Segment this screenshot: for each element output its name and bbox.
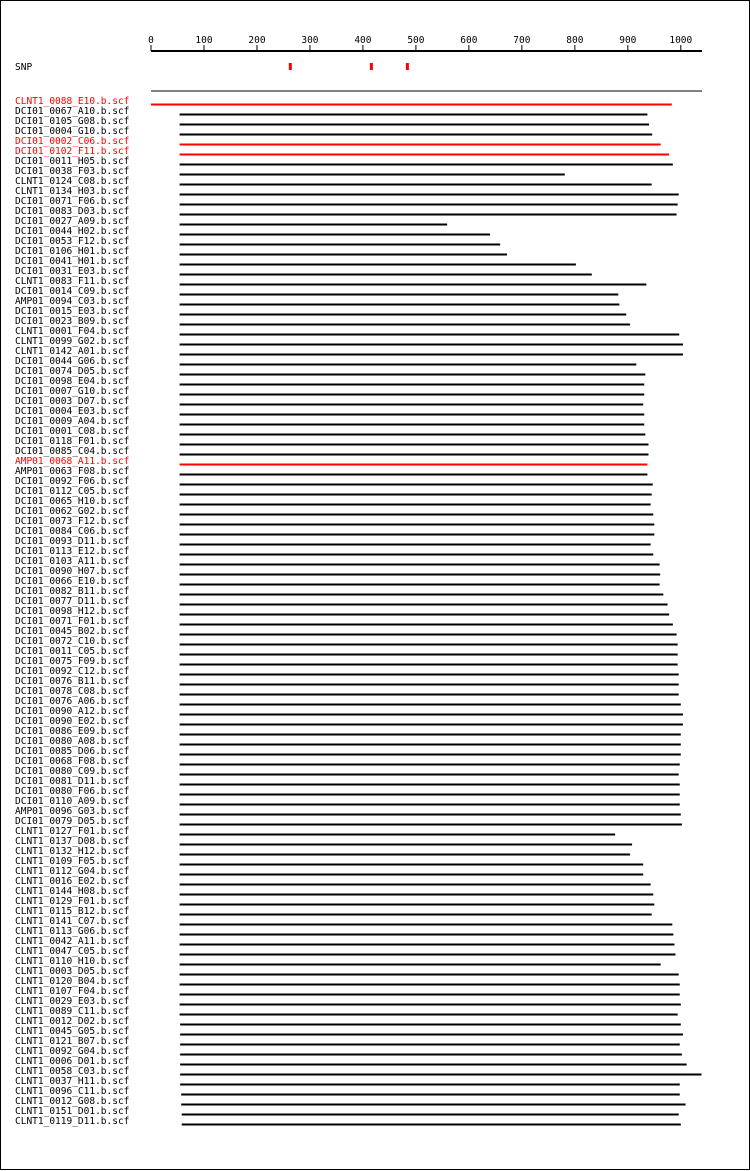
read-name: CLNT1_0099_G02.b.scf: [15, 336, 130, 347]
read-name: CLNT1_0124_C08.b.scf: [15, 176, 130, 187]
read-name: CLNT1_0037_H11.b.scf: [15, 1076, 130, 1087]
read-name: CLNT1_0142_A01.b.scf: [15, 346, 130, 357]
read-name: DCI01_0083_D03.b.scf: [15, 206, 130, 217]
read-name: DCI01_0065_H10.b.scf: [15, 496, 130, 507]
read-name: DCI01_0098_E04.b.scf: [15, 376, 130, 387]
snp-track-label: SNP: [15, 62, 33, 73]
read-name: CLNT1_0115_B12.b.scf: [15, 906, 130, 917]
read-name: DCI01_0113_E12.b.scf: [15, 546, 130, 557]
read-name: DCI01_0093_D11.b.scf: [15, 536, 130, 547]
read-name: CLNT1_0058_C03.b.scf: [15, 1066, 130, 1077]
read-name: CLNT1_0096_C11.b.scf: [15, 1086, 130, 1097]
read-name: CLNT1_0113_G06.b.scf: [15, 926, 130, 937]
read-name: CLNT1_0107_F04.b.scf: [15, 986, 130, 997]
read-name: DCI01_0077_D11.b.scf: [15, 596, 130, 607]
read-name: CLNT1_0012_G08.b.scf: [15, 1096, 130, 1107]
snp-marker: [370, 63, 373, 70]
read-name: DCI01_0076_B11.b.scf: [15, 676, 130, 687]
read-name: DCI01_0067_A10.b.scf: [15, 106, 130, 117]
axis-tick-label: 800: [566, 35, 584, 46]
read-name: DCI01_0085_C04.b.scf: [15, 446, 130, 457]
read-name: CLNT1_0141_C07.b.scf: [15, 916, 130, 927]
read-name: DCI01_0072_C10.b.scf: [15, 636, 130, 647]
read-name: DCI01_0098_H12.b.scf: [15, 606, 130, 617]
read-name: CLNT1_0003_D05.b.scf: [15, 966, 130, 977]
read-name: DCI01_0015_E03.b.scf: [15, 306, 130, 317]
read-name: DCI01_0092_C12.b.scf: [15, 666, 130, 677]
axis-tick-label: 600: [460, 35, 478, 46]
read-name: AMP01_0063_F08.b.scf: [15, 466, 130, 477]
read-name: DCI01_0112_C05.b.scf: [15, 486, 130, 497]
read-name: DCI01_0023_B09.b.scf: [15, 316, 130, 327]
read-name: DCI01_0080_C09.b.scf: [15, 766, 130, 777]
snp-marker: [406, 63, 409, 70]
read-name: CLNT1_0001_F04.b.scf: [15, 326, 130, 337]
read-name: CLNT1_0132_H12.b.scf: [15, 846, 130, 857]
read-name: AMP01_0096_G03.b.scf: [15, 806, 130, 817]
read-name: CLNT1_0042_A11.b.scf: [15, 936, 130, 947]
read-name: DCI01_0090_H07.b.scf: [15, 566, 130, 577]
read-name: DCI01_0014_C09.b.scf: [15, 286, 130, 297]
read-name: DCI01_0044_H02.b.scf: [15, 226, 130, 237]
read-name: DCI01_0011_C05.b.scf: [15, 646, 130, 657]
read-name: DCI01_0102_F11.b.scf: [15, 146, 130, 157]
read-row: [15, 1116, 681, 1127]
read-name: DCI01_0001_C08.b.scf: [15, 426, 130, 437]
read-name: DCI01_0081_D11.b.scf: [15, 776, 130, 787]
read-name: CLNT1_0144_H08.b.scf: [15, 886, 130, 897]
read-name: DCI01_0031_E03.b.scf: [15, 266, 130, 277]
read-name: DCI01_0009_A04.b.scf: [15, 416, 130, 427]
read-name: CLNT1_0092_G04.b.scf: [15, 1046, 130, 1057]
read-name: CLNT1_0137_D08.b.scf: [15, 836, 130, 847]
read-name: CLNT1_0129_F01.b.scf: [15, 896, 130, 907]
read-name: DCI01_0038_F03.b.scf: [15, 166, 130, 177]
read-name: CLNT1_0109_F05.b.scf: [15, 856, 130, 867]
read-name: DCI01_0068_F08.b.scf: [15, 756, 130, 767]
read-name: DCI01_0082_B11.b.scf: [15, 586, 130, 597]
read-name: CLNT1_0029_E03.b.scf: [15, 996, 130, 1007]
read-name: DCI01_0002_C06.b.scf: [15, 136, 130, 147]
read-name: DCI01_0073_F12.b.scf: [15, 516, 130, 527]
read-name: DCI01_0092_F06.b.scf: [15, 476, 130, 487]
axis-tick-label: 200: [248, 35, 266, 46]
read-name: CLNT1_0134_H03.b.scf: [15, 186, 130, 197]
read-name: DCI01_0075_F09.b.scf: [15, 656, 130, 667]
read-name: DCI01_0090_E02.b.scf: [15, 716, 130, 727]
read-name: DCI01_0004_E03.b.scf: [15, 406, 130, 417]
axis-tick-label: 500: [407, 35, 425, 46]
read-name: DCI01_0071_F01.b.scf: [15, 616, 130, 627]
read-name: DCI01_0066_E10.b.scf: [15, 576, 130, 587]
position-axis: [148, 35, 702, 51]
read-name: DCI01_0086_E09.b.scf: [15, 726, 130, 737]
read-name: DCI01_0074_D05.b.scf: [15, 366, 130, 377]
read-name: CLNT1_0089_C11.b.scf: [15, 1006, 130, 1017]
axis-tick-label: 300: [301, 35, 319, 46]
read-name: CLNT1_0120_B04.b.scf: [15, 976, 130, 987]
axis-tick-label: 1000: [669, 35, 693, 46]
read-name: AMP01_0094_C03.b.scf: [15, 296, 130, 307]
read-name: DCI01_0045_B02.b.scf: [15, 626, 130, 637]
read-name: DCI01_0106_H01.b.scf: [15, 246, 130, 257]
read-name: CLNT1_0119_D11.b.scf: [15, 1116, 130, 1127]
read-name: DCI01_0076_A06.b.scf: [15, 696, 130, 707]
read-name: CLNT1_0151_D01.b.scf: [15, 1106, 130, 1117]
axis-tick-label: 400: [354, 35, 372, 46]
read-name: DCI01_0079_D05.b.scf: [15, 816, 130, 827]
read-name: CLNT1_0112_G04.b.scf: [15, 866, 130, 877]
read-name: CLNT1_0121_B07.b.scf: [15, 1036, 130, 1047]
read-name: DCI01_0004_G10.b.scf: [15, 126, 130, 137]
read-name: DCI01_0118_F01.b.scf: [15, 436, 130, 447]
read-name: DCI01_0080_F06.b.scf: [15, 786, 130, 797]
read-name: CLNT1_0047_C05.b.scf: [15, 946, 130, 957]
read-name: DCI01_0041_H01.b.scf: [15, 256, 130, 267]
read-name: CLNT1_0016_E02.b.scf: [15, 876, 130, 887]
axis-tick-label: 100: [195, 35, 213, 46]
read-name: DCI01_0053_F12.b.scf: [15, 236, 130, 247]
read-name: CLNT1_0045_G05.b.scf: [15, 1026, 130, 1037]
read-name: DCI01_0011_H05.b.scf: [15, 156, 130, 167]
read-name: DCI01_0071_F06.b.scf: [15, 196, 130, 207]
read-name: DCI01_0084_C06.b.scf: [15, 526, 130, 537]
read-alignment-diagram: [1, 1, 750, 1171]
read-name: AMP01_0068_A11.b.scf: [15, 456, 130, 467]
read-name: DCI01_0090_A12.b.scf: [15, 706, 130, 717]
snp-track: [15, 62, 409, 73]
read-name: DCI01_0078_C08.b.scf: [15, 686, 130, 697]
read-name: DCI01_0044_G06.b.scf: [15, 356, 130, 367]
read-name: DCI01_0085_D06.b.scf: [15, 746, 130, 757]
read-name: DCI01_0003_D07.b.scf: [15, 396, 130, 407]
read-name: CLNT1_0006_D01.b.scf: [15, 1056, 130, 1067]
axis-tick-label: 900: [619, 35, 637, 46]
read-name: DCI01_0103_A11.b.scf: [15, 556, 130, 567]
axis-tick-label: 700: [513, 35, 531, 46]
read-name: DCI01_0105_G08.b.scf: [15, 116, 130, 127]
read-name: CLNT1_0110_H10.b.scf: [15, 956, 130, 967]
read-name: DCI01_0007_G10.b.scf: [15, 386, 130, 397]
read-name: CLNT1_0088_E10.b.scf: [15, 96, 130, 107]
read-name: CLNT1_0012_D02.b.scf: [15, 1016, 130, 1027]
read-name: DCI01_0027_A09.b.scf: [15, 216, 130, 227]
read-name: CLNT1_0083_F11.b.scf: [15, 276, 130, 287]
read-list: [15, 96, 701, 1127]
read-name: DCI01_0110_A09.b.scf: [15, 796, 130, 807]
read-name: CLNT1_0127_F01.b.scf: [15, 826, 130, 837]
read-name: DCI01_0080_A08.b.scf: [15, 736, 130, 747]
read-name: DCI01_0062_G02.b.scf: [15, 506, 130, 517]
snp-marker: [289, 63, 292, 70]
axis-tick-label: 0: [148, 35, 154, 46]
